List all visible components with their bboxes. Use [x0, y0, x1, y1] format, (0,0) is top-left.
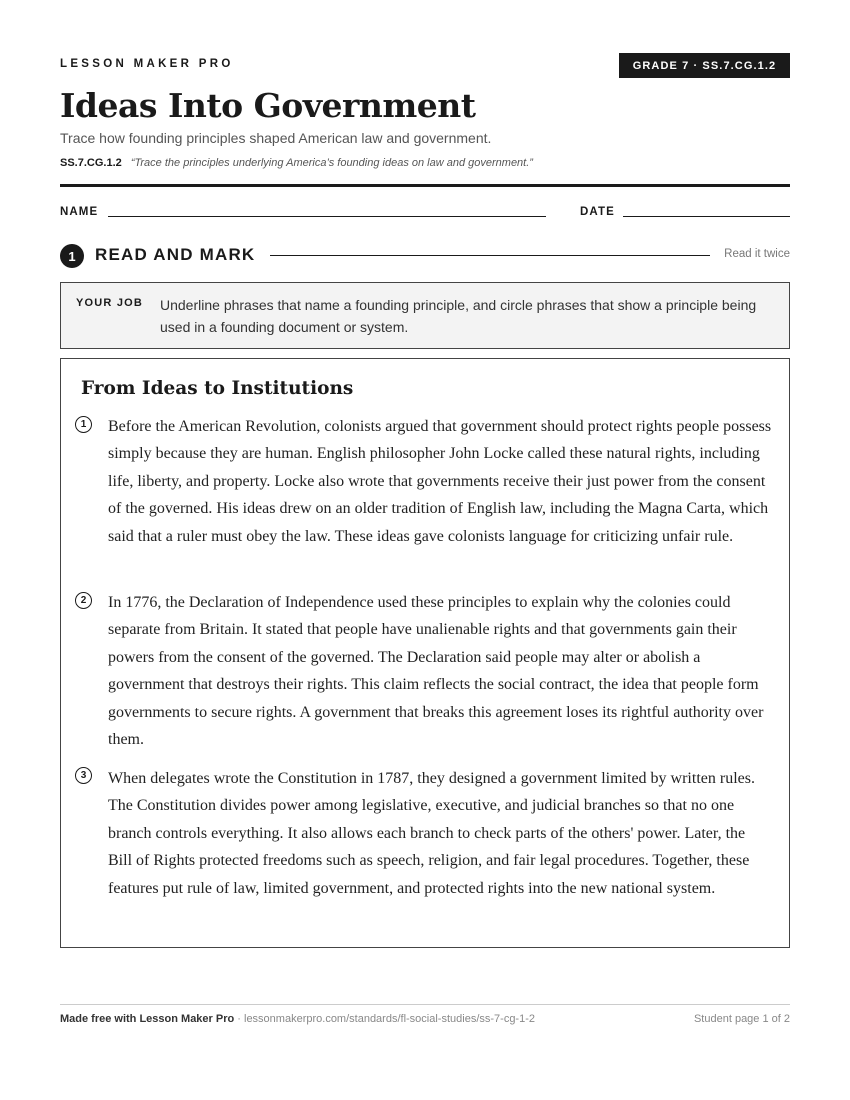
- footer-separator: ·: [234, 1013, 244, 1025]
- reading-passage: [60, 358, 790, 948]
- standard-code: SS.7.CG.1.2: [60, 157, 122, 169]
- date-label: DATE: [580, 206, 615, 218]
- section-number-badge: 1: [60, 244, 84, 268]
- instructions-box: [60, 282, 790, 349]
- grade-badge: GRADE 7 · SS.7.CG.1.2: [619, 53, 790, 78]
- standard-line: [60, 157, 533, 169]
- paragraph-number-3: 3: [75, 767, 92, 784]
- paragraph-3: When delegates wrote the Constitution in 1787, they designed a government limited by written rules. The Constitution divides power among legislative, executive, and judicial branches so that no one branch controls everything. It also allows each branch to check parts of the others' power. Later, the Bill of Rights protected freedoms such as speech, religion, and fair legal procedures. Together, these features put rule of law, limited government, and protected rights into the new national system.: [108, 770, 755, 897]
- page-subtitle: Trace how founding principles shaped American law and government.: [60, 130, 492, 146]
- name-field[interactable]: [108, 216, 546, 217]
- instructions-text: Underline phrases that name a founding principle, and circle phrases that show a principle being used in a founding document or system.: [160, 297, 757, 335]
- passage-title: From Ideas to Institutions: [81, 378, 354, 399]
- paragraph-number-2: 2: [75, 592, 92, 609]
- header-divider: [60, 184, 790, 187]
- footer-maker: Made free with Lesson Maker Pro: [60, 1013, 235, 1025]
- brand-name: LESSON MAKER PRO: [60, 58, 234, 70]
- name-label: NAME: [60, 206, 99, 218]
- section-divider: [270, 255, 710, 256]
- paragraph-2: In 1776, the Declaration of Independence used these principles to explain why the colonies could separate from Britain. It stated that people have unalienable rights and that governments gain their powers from the consent of the governed. The Declaration said people may alter or abolish a government that destroys their rights. This claim reflects the social contract, the idea that people form governments to secure rights. A government that breaks this agreement loses its rightful authority over them.: [108, 594, 764, 749]
- paragraph-number-1: 1: [75, 416, 92, 433]
- section-title: READ AND MARK: [95, 245, 256, 264]
- standard-quote: “Trace the principles underlying America’s founding ideas on law and government.”: [130, 157, 533, 169]
- footer-divider: [60, 1004, 790, 1005]
- footer-url[interactable]: lessonmakerpro.com/standards/fl-social-studies/ss-7-cg-1-2: [244, 1013, 535, 1025]
- paragraph-1: Before the American Revolution, colonists argued that government should protect rights people possess simply because they are human. English philosopher John Locke called these natural rights, including life, liberty, and property. Locke also wrote that governments receive their just power from the consent of the governed. His ideas drew on an older tradition of English law, including the Magna Carta, which said that a ruler must obey the law. These ideas gave colonists language for criticizing unfair rule.: [108, 418, 772, 545]
- instructions-label: YOUR JOB: [76, 297, 144, 309]
- page-title: Ideas Into Government: [60, 86, 476, 125]
- footer-credit: [60, 1013, 535, 1025]
- section-note: Read it twice: [724, 248, 790, 260]
- footer-page-number: Student page 1 of 2: [693, 1013, 790, 1025]
- date-field[interactable]: [623, 216, 790, 217]
